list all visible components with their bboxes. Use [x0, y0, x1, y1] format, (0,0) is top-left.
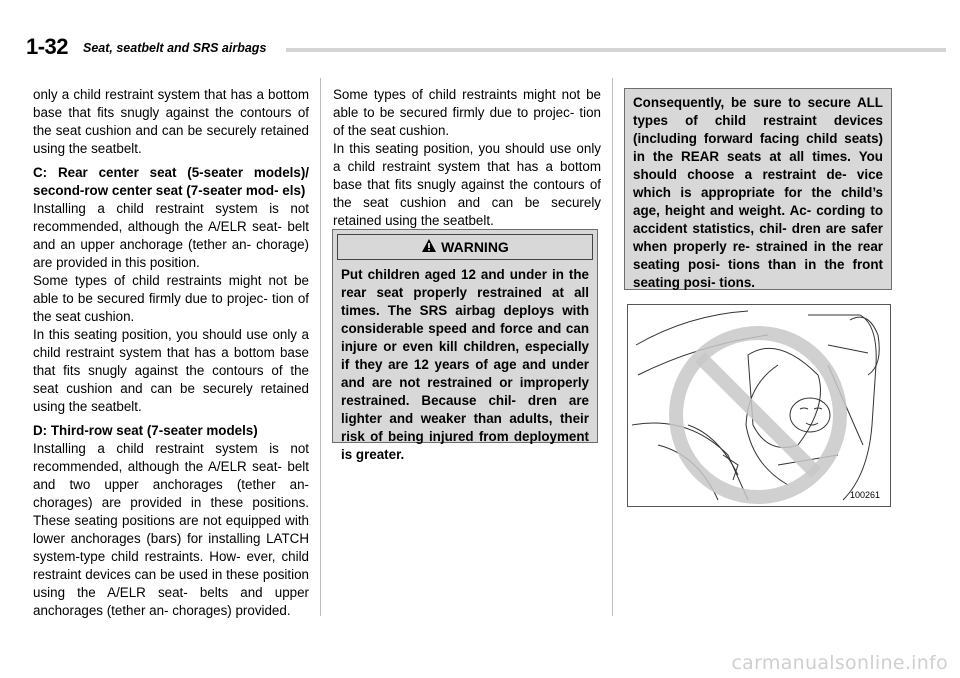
page-header — [26, 34, 936, 60]
paragraph: Installing a child restraint system is not recommended, although the A/ELR seat- belt and two upper anchorages (tether an- chorages) are provided in these positions. These seating positions are not equipped with lower anchorages (bars) for installing LATCH system-type child restraints. How- ever, child restraint devices can be used in these position using the A/ELR seat- belts and upper anchorages (tether an- chorages) provided. — [33, 441, 309, 618]
subheading-c: C: Rear center seat (5-seater models)/ second-row center seat (7-seater mod- els) — [33, 165, 309, 198]
warning-header — [337, 234, 593, 260]
watermark: carmanualsonline.info — [731, 652, 948, 674]
column-divider-1 — [320, 78, 321, 616]
caution-box: Consequently, be sure to secure ALL types of child restraint devices (including forward facing child seats) in the REAR seats at all times. You should choose a restraint de- vice which is appropriate for the child’s age, height and weight. Ac- cording to accident statistics, chil- dren are safer when properly re- strained in the rear seating posi- tions than in the front seating posi- tions. — [624, 88, 892, 290]
subheading-d: D: Third-row seat (7-seater models) — [33, 423, 258, 438]
header-rule — [286, 48, 946, 52]
paragraph: In this seating position, you should use only a child restraint system that has a bottom base that fits snugly against the contours of the seat cushion and can be securely retained using the seatbelt. — [33, 327, 309, 414]
column-1 — [33, 86, 309, 626]
airbag-illustration — [627, 304, 891, 507]
paragraph: Some types of child restraints might not be able to be secured firmly due to projec- tion of the seat cushion. — [333, 87, 601, 138]
paragraph: only a child restraint system that has a bottom base that fits snugly against the contours of the seat cushion and can be securely retained using the seatbelt. — [33, 87, 309, 156]
paragraph: Installing a child restraint system is not recommended, although the A/ELR seat- belt and an upper anchorage (tether an- chorage) are provided in this position. — [33, 201, 309, 270]
paragraph: Some types of child restraints might not be able to be secured firmly due to projec- tion of the seat cushion. — [33, 273, 309, 324]
figure-code: 100261 — [849, 490, 880, 500]
paragraph: In this seating position, you should use only a child restraint system that has a bottom base that fits snugly against the contours of the seat cushion and can be securely retained using the seatbelt. — [333, 141, 601, 228]
warning-text: Put children aged 12 and under in the rear seat properly restrained at all times. The SRS airbag deploys with considerable speed and force and can injure or even kill children, especially if they are 12 years of age and under and are not restrained or improperly restrained. Because chil- dren are lighter and weaker than adults, their risk of being injured from deployment is greater. — [341, 267, 589, 462]
warning-box — [332, 229, 598, 462]
section-title: Seat, seatbelt and SRS airbags — [83, 41, 267, 55]
prohibition-icon — [628, 305, 890, 506]
warning-label: WARNING — [441, 239, 509, 255]
column-divider-2 — [612, 78, 613, 616]
warning-triangle-icon — [421, 238, 437, 256]
page-number: 1-32 — [26, 34, 69, 59]
column-2 — [333, 86, 601, 236]
